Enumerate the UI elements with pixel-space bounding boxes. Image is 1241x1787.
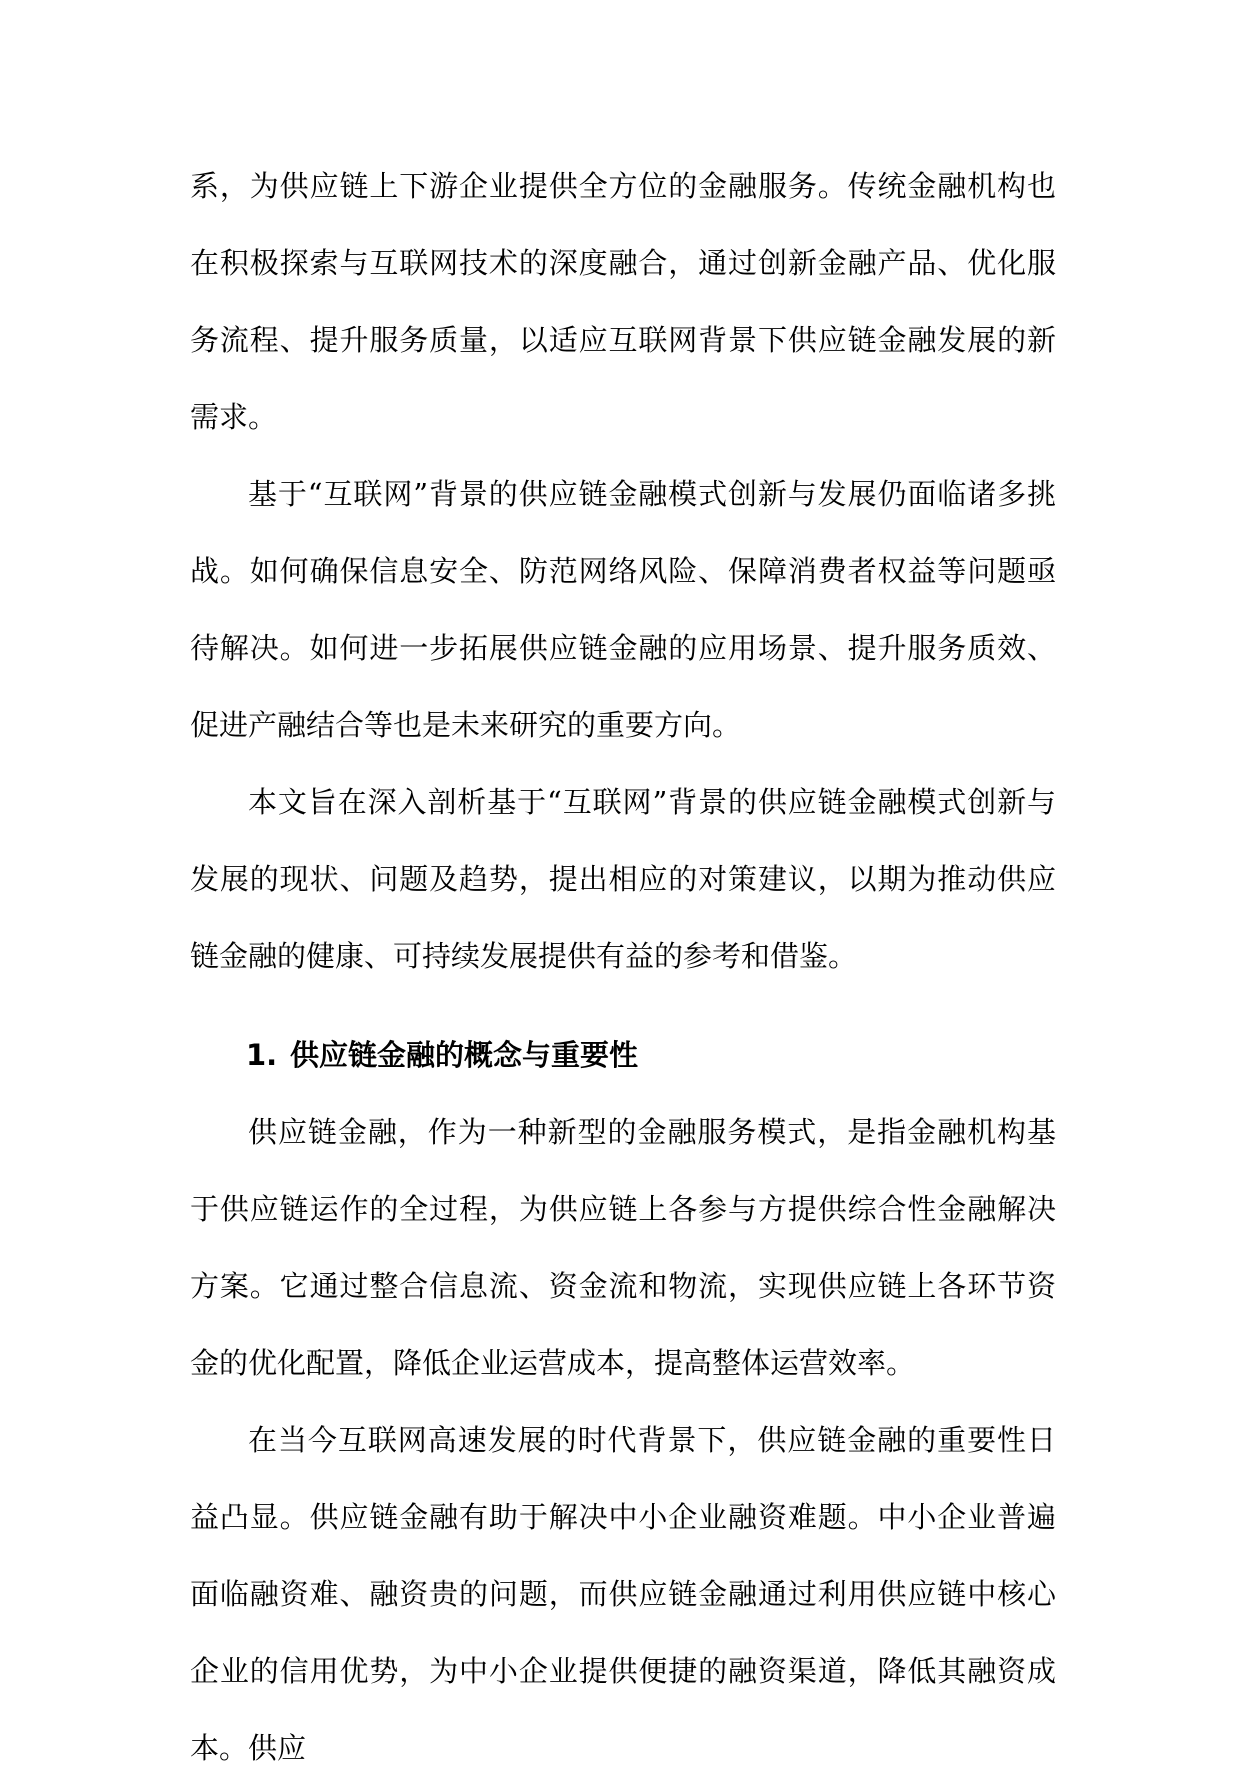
- paragraph-importance: 在当今互联网高速发展的时代背景下，供应链金融的重要性日益凸显。供应链金融有助于解决中小企业融资难题。中小企业普遍面临融资难、融资贵的问题，而供应链金融通过利用供应链中核心企业的信用优势，为中小企业提供便捷的融资渠道，降低其融资成本。供应: [190, 1423, 1056, 1765]
- section-number: 1.: [246, 1038, 278, 1072]
- section-heading: [190, 995, 1056, 1094]
- paragraph-purpose: 本文旨在深入剖析基于“互联网”背景的供应链金融模式创新与发展的现状、问题及趋势，提出相应的对策建议，以期为推动供应链金融的健康、可持续发展提供有益的参考和借鉴。: [190, 785, 1056, 973]
- paragraph-challenges: 基于“互联网”背景的供应链金融模式创新与发展仍面临诸多挑战。如何确保信息安全、防范网络风险、保障消费者权益等问题亟待解决。如何进一步拓展供应链金融的应用场景、提升服务质效、促进产融结合等也是未来研究的重要方向。: [190, 477, 1056, 742]
- section-title: 供应链金融的概念与重要性: [290, 1038, 639, 1072]
- paragraph-continuation: 系，为供应链上下游企业提供全方位的金融服务。传统金融机构也在积极探索与互联网技术的深度融合，通过创新金融产品、优化服务流程、提升服务质量，以适应互联网背景下供应链金融发展的新需求。: [190, 169, 1056, 434]
- document-body: [190, 148, 1056, 1787]
- paragraph-definition: 供应链金融，作为一种新型的金融服务模式，是指金融机构基于供应链运作的全过程，为供应链上各参与方提供综合性金融解决方案。它通过整合信息流、资金流和物流，实现供应链上各环节资金的优化配置，降低企业运营成本，提高整体运营效率。: [190, 1115, 1056, 1380]
